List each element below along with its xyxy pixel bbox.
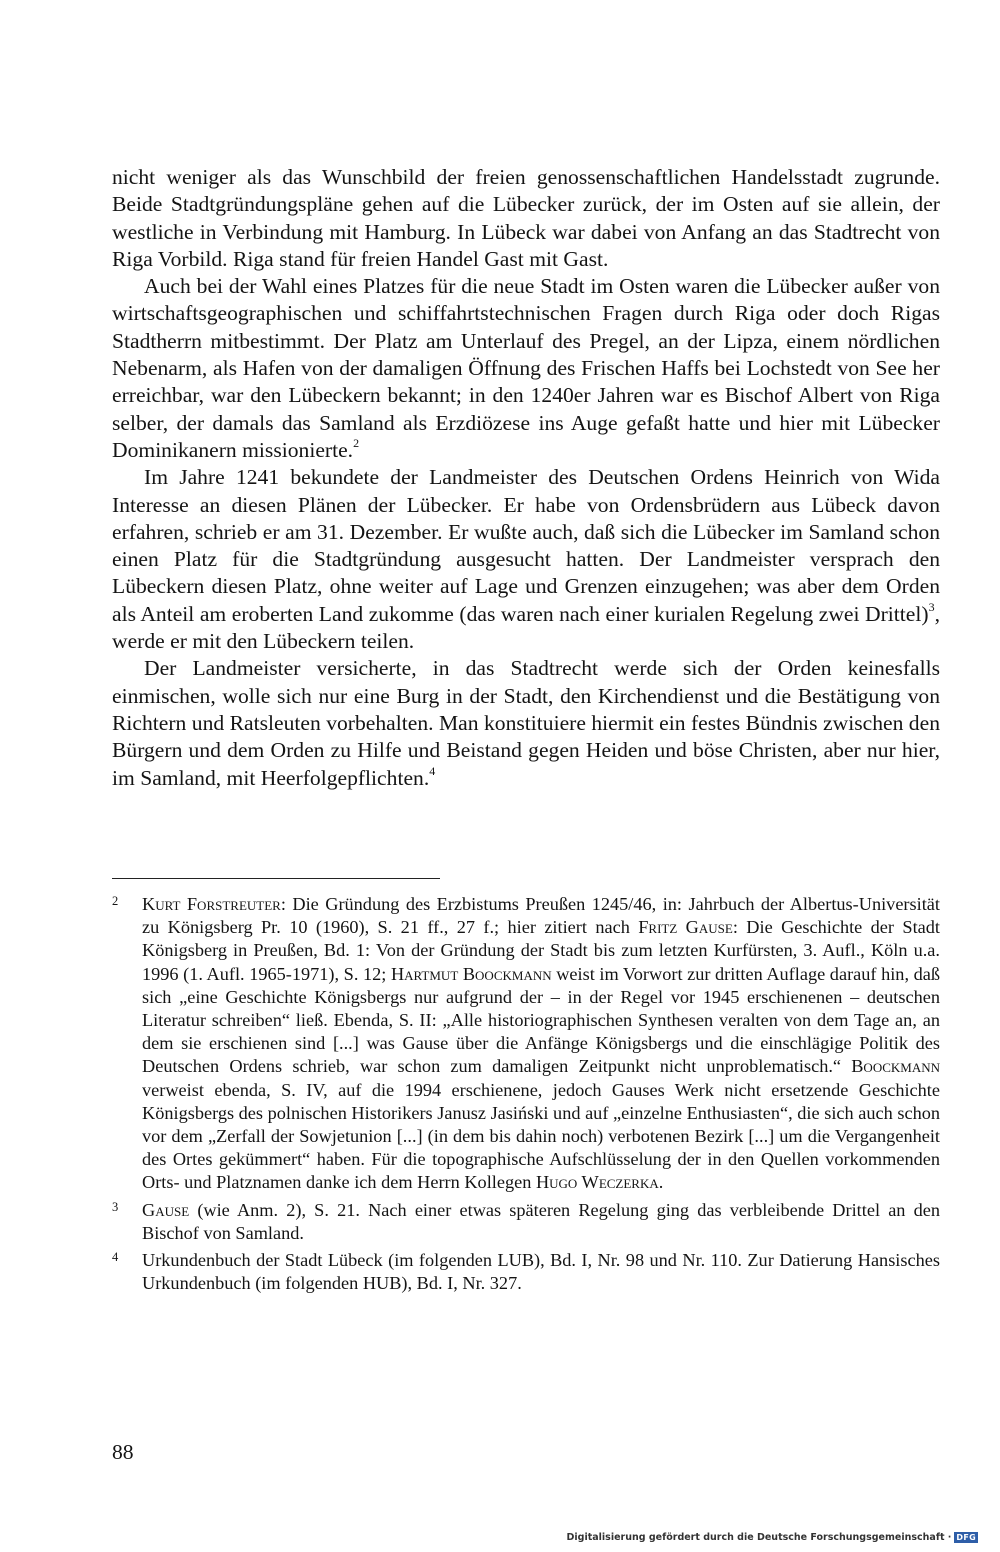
footnote-ref-2[interactable]: 2 (353, 435, 360, 450)
footnote-4 (112, 1249, 940, 1295)
paragraph-4-text: Der Landmeister versicherte, in das Stadtrecht werde sich der Orden keinesfalls einmischen, wolle sich nur eine Burg in der Stadt, den Kirchendienst und die Bestätigung von Richtern und Ratsleuten vorbehalten. Man konstituiere hiermit ein festes Bündnis zwischen den Bürgern und dem Orden zu Hilfe und Beistand gegen Heiden und böse Christen, aber nur hier, im Samland, mit Heerfolgepflichten. (112, 656, 940, 790)
footnote-separator (112, 878, 440, 879)
footnote-number: 3 (112, 1199, 119, 1214)
author-name: Hartmut Boockmann (390, 963, 552, 984)
footnote-2 (112, 893, 940, 1195)
author-name: Gause (142, 1199, 190, 1220)
footnote-text: : Die Geschichte der Stadt Königsberg in Preußen, Bd. 1: Von der Gründung der Stadt bis zum letzten Kurfürsten, 3. Aufl., Köln u.a. 1996 (1. Aufl. 1965-1971), S. 12; (142, 917, 940, 984)
dfg-logo: DFG (956, 1533, 976, 1542)
footnote-3 (112, 1199, 940, 1245)
footnote-number: 4 (112, 1250, 119, 1265)
funding-credit (567, 1532, 978, 1543)
paragraph-1-text: nicht weniger als das Wunschbild der freien genossenschaftlichen Handelsstadt zugrunde. Beide Stadtgründungspläne gehen auf die Lübecker zurück, der im Osten auf sie allein, der westliche in Verbindung mit Hamburg. In Lübeck war dabei von Anfang an das Stadtrecht von Riga Vorbild. Riga stand für freien Handel Gast mit Gast. (112, 165, 940, 271)
page-number: 88 (112, 1440, 134, 1464)
paragraph-3-text-a: Im Jahre 1241 bekundete der Landmeister des Deutschen Ordens Heinrich von Wida Interesse an diesen Plänen der Lübecker. Er habe von Ordensbrüdern aus Lübeck davon erfahren, schrieb er am 31. Dezember. Er wußte auch, daß sich die Lübecker im Samland schon einen Platz für die Stadtgründung ausgesucht hatten. Der Landmeister versprach den Lübeckern diesen Platz, ohne weiter auf Lage und Grenzen einzugehen; was aber dem Orden als Anteil am eroberten Land zukomme (das waren nach einer kurialen Regelung zwei Drittel) (112, 465, 940, 626)
footnote-ref-4[interactable]: 4 (429, 763, 436, 778)
credit-text: Digitalisierung gefördert durch die Deutsche Forschungsgemeinschaft · (566, 1532, 952, 1543)
paragraph-2-text: Auch bei der Wahl eines Platzes für die neue Stadt im Osten waren die Lübecker außer von wirtschaftsgeographischen und schiffahrtstechnischen Fragen durch Riga oder doch Rigas Stadtherrn mitbestimmt. Der Platz am Unterlauf des Pregel, an der Lipza, einem nördlichen Nebenarm, als Hafen von der damaligen Öffnung des Frischen Haffs bei Lochstedt von See her erreichbar, war den Lübeckern bekannt; in den 1240er Jahren war es Bischof Albert von Riga selber, der damals das Samland als Erzdiözese ins Auge gefaßt hatte und hier mit Lübecker Dominikanern missionierte. (112, 274, 940, 462)
author-name: Fritz Gause (638, 917, 733, 938)
footnote-text: (wie Anm. 2), S. 21. Nach einer etwas späteren Regelung ging das verbleibende Drittel an den Bischof von Samland. (142, 1199, 940, 1243)
footnote-text: weist im Vorwort zur dritten Auflage darauf hin, daß sich „eine Geschichte Königsbergs nur aufgrund der – in der Regel vor 1945 erschienenen – deutschen Literatur schreiben“ ließ. Ebenda, S. II: „Alle historiographischen Synthesen veralten von dem Tage an, an dem sie erschienen sind [...] was Gause über die Anfänge Königsbergs und die einschlägige Politik des Deutschen Ordens schrieb, war schon zum damaligen Zeitpunkt nicht unproblematisch.“ (142, 963, 941, 1077)
paragraph-1 (112, 164, 940, 273)
author-name: Kurt Forstreuter (142, 894, 281, 914)
footnote-text: verweist ebenda, S. IV, auf die 1994 erschienene, jedoch Gauses Werk nicht ersetzende Geschichte Königsbergs des polnischen Historikers Janusz Jasiński und auf „einzelne Enthusiasten“, die sich auch schon vor dem „Zerfall der Sowjetunion [...] (in dem bis dahin noch) verbotenen Bezirk [...] um die Vergangenheit des Ortes gekümmert“ haben. Für die topographische Aufschlüsselung der in den Quellen vorkommenden Orts- und Platznamen danke ich dem Herrn Kollegen (142, 1079, 940, 1193)
author-name: Hugo Weczerka (535, 1172, 659, 1193)
paragraph-4 (112, 655, 940, 791)
footnote-number: 2 (112, 894, 119, 908)
author-name: Boockmann (851, 1056, 940, 1077)
footnote-ref-3[interactable]: 3 (928, 599, 935, 614)
footnote-text: Urkundenbuch der Stadt Lübeck (im folgenden LUB), Bd. I, Nr. 98 und Nr. 110. Zur Datierung Hansisches Urkundenbuch (im folgenden HUB), Bd. I, Nr. 327. (142, 1250, 940, 1294)
paragraph-2 (112, 273, 940, 464)
paragraph-3-text-b: , werde er mit den Lübeckern teilen. (112, 601, 940, 654)
paragraph-3 (112, 464, 940, 655)
footnote-text: . (658, 1172, 664, 1193)
footnote-text: : Die Gründung des Erzbistums Preußen 1245/46, in: Jahrbuch der Albertus-Universität zu Königsberg Pr. 10 (1960), S. 21 ff., 27 f.; hier zitiert nach (142, 894, 940, 938)
main-text (112, 164, 940, 792)
footnotes (112, 893, 940, 1299)
